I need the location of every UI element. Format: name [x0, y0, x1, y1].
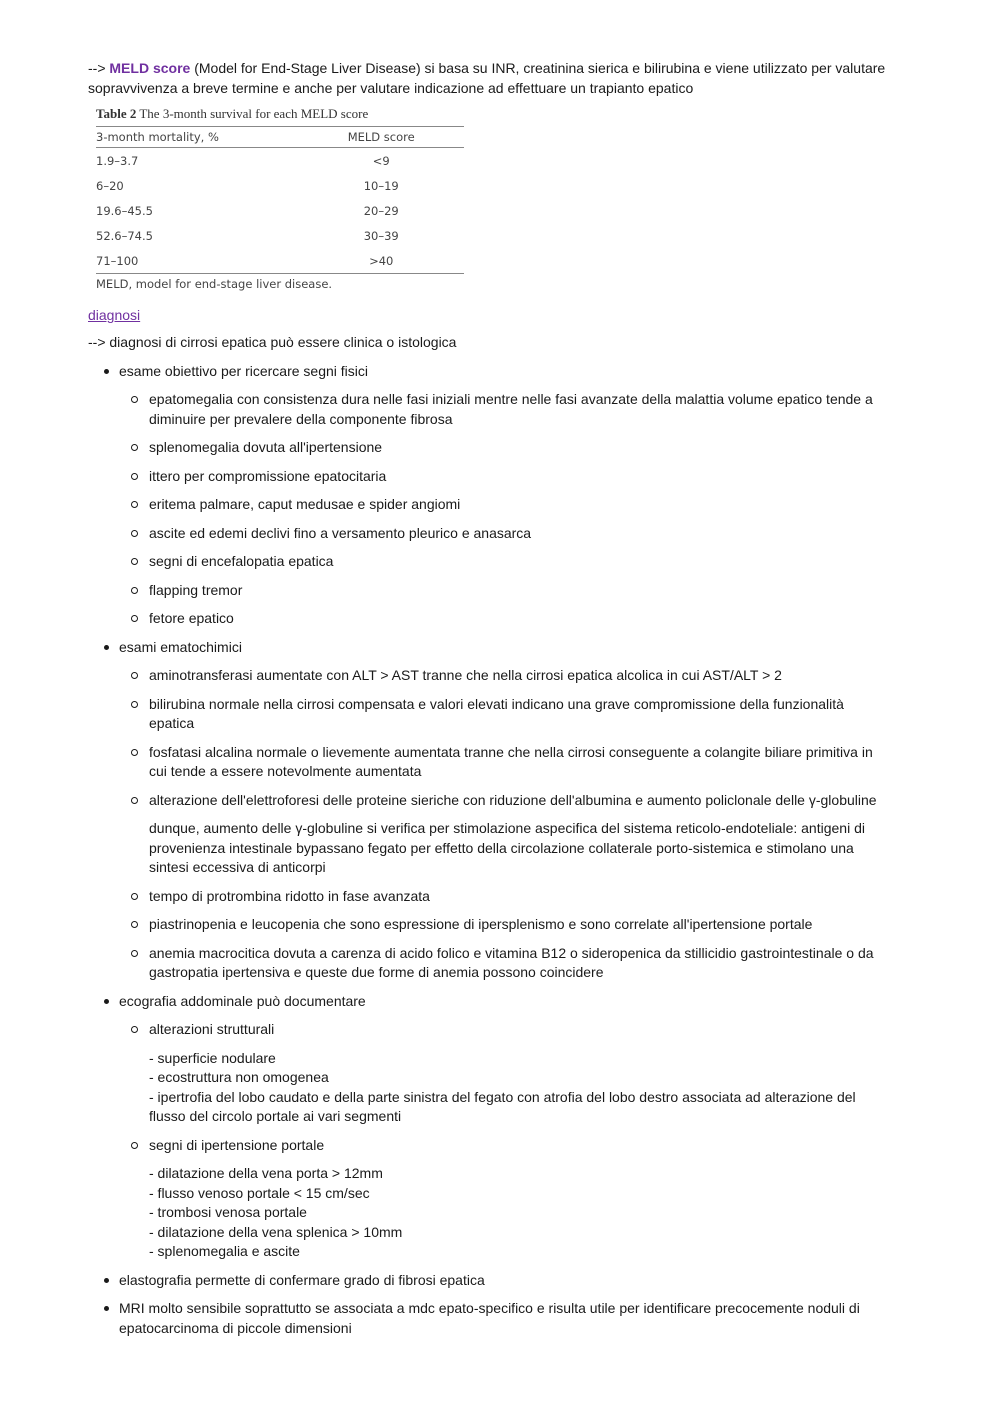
- list-item: [88, 362, 888, 629]
- sub-list-item-text: aminotransferasi aumentate con ALT > AST tranne che nella cirrosi epatica alcolica in cui AST/ALT > 2: [149, 667, 782, 683]
- sub-list-item: [119, 666, 888, 686]
- sub-list-item-text: anemia macrocitica dovuta a carenza di acido folico e vitamina B12 o sideropenica da stillicidio gastrointestinale o da gastropatia ipertensiva e queste due forme di anemia possono coincidere: [149, 944, 874, 980]
- meld-score-cell: >40: [369, 253, 394, 268]
- meld-score-cell: 20–29: [363, 203, 399, 218]
- sub-list-item: [119, 581, 888, 601]
- sub-list-details: [149, 1164, 888, 1262]
- sub-list-item: [119, 915, 888, 935]
- sub-list-item: [119, 743, 888, 782]
- sub-list-item: [119, 791, 888, 878]
- detail-line: - flusso venoso portale < 15 cm/sec: [149, 1184, 370, 1201]
- sub-list-item-text: flapping tremor: [149, 581, 243, 598]
- diagnosis-lead: --> diagnosi di cirrosi epatica può essere clinica o istologica: [88, 334, 457, 350]
- list-item-text: elastografia permette di confermare grado di fibrosi epatica: [119, 1271, 485, 1288]
- sub-list-item: [119, 495, 888, 515]
- intro-prefix: -->: [88, 60, 110, 76]
- table-row: [96, 173, 464, 198]
- header-meld-score: MELD score: [347, 130, 415, 144]
- diagnosi-link[interactable]: diagnosi: [88, 307, 141, 323]
- table-row: [96, 223, 464, 248]
- sub-list-item-text: ittero per compromissione epatocitaria: [149, 467, 387, 484]
- sub-list-item-text: bilirubina normale nella cirrosi compensata e valori elevati indicano una grave compromissione della funzionalità epatica: [149, 695, 844, 731]
- detail-line: - trombosi venosa portale: [149, 1204, 307, 1220]
- sub-list-item-text: segni di encefalopatia epatica: [149, 553, 334, 569]
- sub-list-item: [119, 695, 888, 734]
- table-header-row: [96, 127, 464, 148]
- list-item-text: esame obiettivo per ricercare segni fisici: [119, 362, 368, 379]
- sub-list-item: [119, 390, 888, 429]
- list-item: [88, 1271, 888, 1291]
- sub-list-item-text: splenomegalia dovuta all'ipertensione: [149, 439, 383, 455]
- detail-line: - splenomegalia e ascite: [149, 1243, 300, 1259]
- detail-line: - superficie nodulare: [149, 1049, 276, 1066]
- meld-table: [96, 126, 464, 274]
- sub-list: [119, 666, 888, 983]
- sub-list-item: [119, 1136, 888, 1262]
- list-item: [88, 992, 888, 1262]
- sub-list-item: [119, 887, 888, 907]
- sub-list-item: [119, 609, 888, 629]
- mortality-cell: 71–100: [96, 253, 139, 268]
- sub-list-item-text: alterazione dell'elettroforesi delle proteine sieriche con riduzione dell'albumina e aumento policlonale delle γ-globuline: [149, 791, 877, 808]
- sub-list-item: [119, 467, 888, 487]
- meld-score-cell: <9: [372, 153, 390, 168]
- detail-line: - ipertrofia del lobo caudato e della parte sinistra del fegato con atrofia del lobo destro associata ad alterazione del flusso del circolo portale ai vari segmenti: [149, 1088, 856, 1124]
- mortality-cell: 6–20: [96, 178, 124, 193]
- meld-score-term: MELD score: [109, 60, 191, 76]
- sub-list-item-text: fosfatasi alcalina normale o lievemente aumentata tranne che nella cirrosi conseguente a colangite biliare primitiva in cui tende a essere notevolmente aumentata: [149, 743, 873, 779]
- table-row: [96, 198, 464, 223]
- list-item-text: esami ematochimici: [119, 638, 242, 655]
- detail-line: - ecostruttura non omogenea: [149, 1069, 329, 1085]
- sub-list-item: [119, 524, 888, 544]
- sub-list-item: [119, 944, 888, 983]
- sub-list-item-text: alterazioni strutturali: [149, 1021, 275, 1037]
- sub-list-item: [119, 438, 888, 458]
- table-caption: [96, 106, 464, 122]
- sub-list-details: [149, 1049, 888, 1127]
- sub-list-item: [119, 1020, 888, 1127]
- table-row: [96, 248, 464, 274]
- sub-list-item-text: piastrinopenia e leucopenia che sono espressione di ipersplenismo e sono correlate all'ipertensione portale: [149, 916, 813, 932]
- meld-table-figure: [96, 106, 464, 291]
- intro-paragraph: [88, 59, 888, 98]
- sub-list: [119, 1020, 888, 1262]
- sub-list-item-text: tempo di protrombina ridotto in fase avanzata: [149, 887, 430, 904]
- list-item: [88, 1299, 888, 1338]
- sub-list-item-text: epatomegalia con consistenza dura nelle fasi iniziali mentre nelle fasi avanzate della malattia volume epatico tende a diminuire per prevalere della componente fibrosa: [149, 391, 873, 427]
- sub-list-note: dunque, aumento delle γ-globuline si verifica per stimolazione aspecifica del sistema reticolo-endoteliale: antigeni di provenienza intestinale bypassano fegato per effetto della circolazione collaterale porto-sistemica e stimolano una sintesi eccessiva di anticorpi: [149, 820, 865, 875]
- list-item: [88, 638, 888, 983]
- mortality-cell: 19.6–45.5: [96, 203, 153, 218]
- table-caption-text: The 3-month survival for each MELD score: [136, 106, 369, 121]
- sub-list-item-text: fetore epatico: [149, 610, 234, 626]
- sub-list-item-text: segni di ipertensione portale: [149, 1136, 325, 1153]
- mortality-cell: 52.6–74.5: [96, 228, 153, 243]
- list-item-text: MRI molto sensibile soprattutto se associata a mdc epato-specifico e risulta utile per identificare precocemente noduli di epatocarcinoma di piccole dimensioni: [119, 1300, 860, 1336]
- table-footnote: MELD, model for end-stage liver disease.: [96, 277, 333, 291]
- meld-score-cell: 30–39: [363, 228, 399, 243]
- detail-line: - dilatazione della vena splenica > 10mm: [149, 1223, 403, 1240]
- table-caption-label: Table 2: [96, 106, 137, 121]
- sub-list-item-text: ascite ed edemi declivi fino a versamento pleurico e anasarca: [149, 524, 532, 541]
- header-mortality: 3-month mortality, %: [96, 130, 219, 144]
- table-row: [96, 148, 464, 174]
- detail-line: - dilatazione della vena porta > 12mm: [149, 1165, 383, 1181]
- sub-list-item-text: eritema palmare, caput medusae e spider angiomi: [149, 496, 461, 512]
- document-page: [88, 59, 888, 1347]
- meld-score-cell: 10–19: [363, 178, 399, 193]
- mortality-cell: 1.9–3.7: [96, 153, 139, 168]
- sub-list: [119, 390, 888, 629]
- sub-list-item: [119, 552, 888, 572]
- diagnosis-list: [88, 362, 888, 1339]
- list-item-text: ecografia addominale può documentare: [119, 992, 366, 1009]
- intro-text: (Model for End-Stage Liver Disease) si basa su INR, creatinina sierica e bilirubina e viene utilizzato per valutare sopravvivenza a breve termine e anche per valutare indicazione ad effettuare un trapianto epatico: [88, 60, 886, 96]
